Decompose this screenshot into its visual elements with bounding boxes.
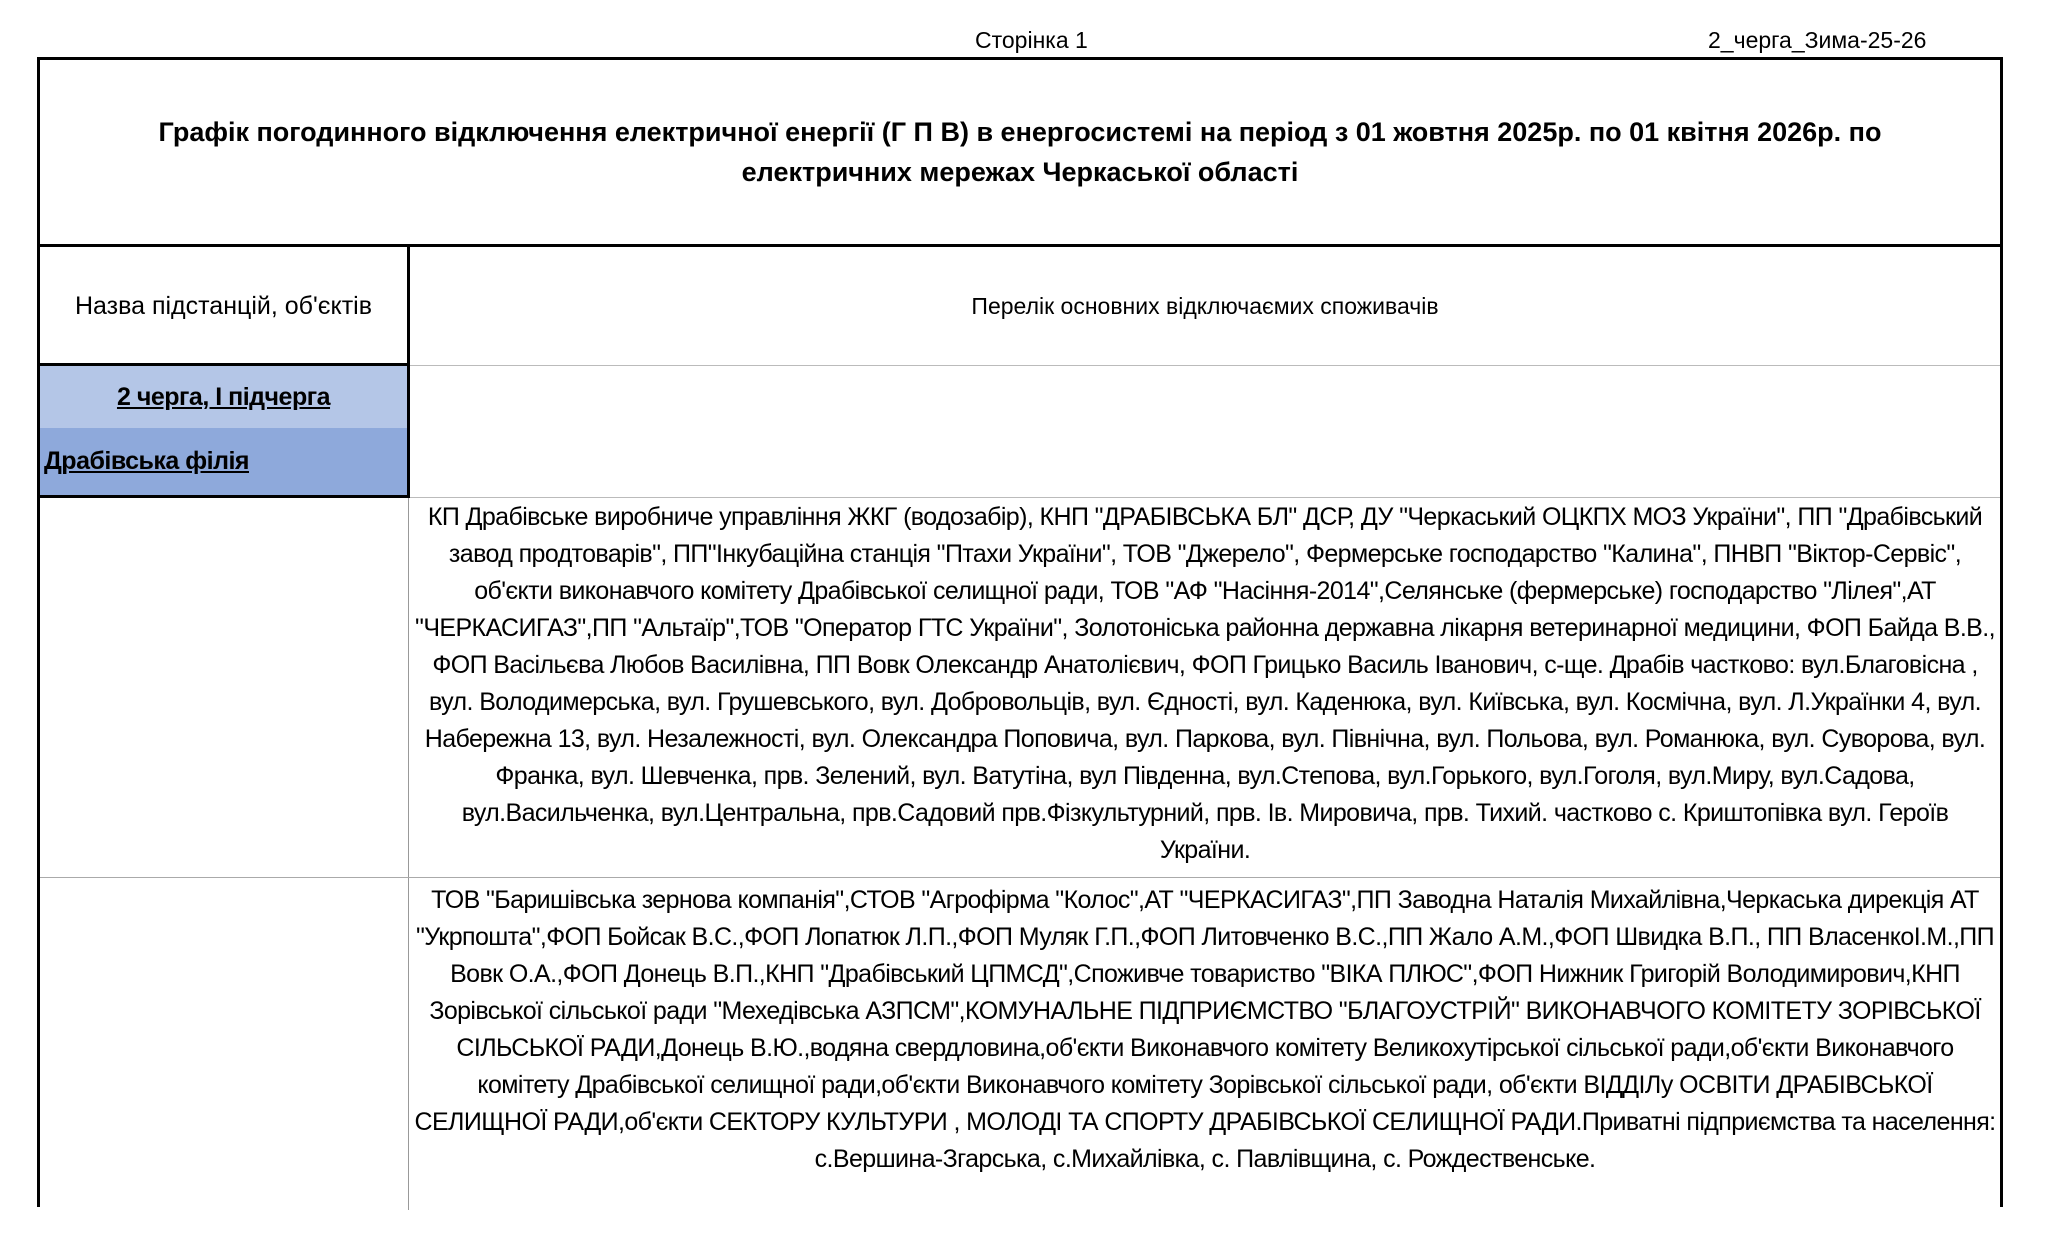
consumer-list-row-1: КП Драбівське виробниче управління ЖКГ (водозабір), КНП "ДРАБІВСЬКА БЛ" ДСР, ДУ "Черкаський ОЦКПХ МОЗ України", ПП "Драбівський завод продтоварів", ПП"Інкубаційна станція "Птахи України", ТОВ "Джерело", Фермерське господарство "Калина", ПНВП "Віктор-Сервіс", об'єкти виконавчого комітету Драбівської селищної ради, ТОВ "АФ "Насіння-2014",Селянське (фермерське) господарство "Лілея",АТ "ЧЕРКАСИГАЗ",ПП "Альтаїр",ТОВ "Оператор ГТС України", Золотоніська районна державна лікарня ветеринарної медицини, ФОП Байда В.В., ФОП Васільєва Любов Василівна, ПП Вовк Олександр Анатолієвич, ФОП Грицько Василь Іванович, с-ще. Драбів частково: вул.Благовісна , вул. Володимерська, вул. Грушевського, вул. Добровольців, вул. Єдності, вул. Каденюка, вул. Київська, вул. Космічна, вул. Л.Українки 4, вул. Набережна 13, вул. Незалежності, вул. Олександра Поповича, вул. Паркова, вул. Північна, вул. Польова, вул. Романюка, вул. Суворова, вул. Франка, вул. Шевченка, прв. Зелений, вул. Ватутіна, вул Південна, вул.Степова, вул.Горького, вул.Гоголя, вул.Миру, вул.Садова, вул.Васильченка, вул.Центральна, прв.Садовий прв.Фізкультурний, прв. Ів. Мировича, прв. Тихий. частково с. Криштопівка вул. Героїв України. <box>415 503 1995 864</box>
column-header-consumers: Перелік основних відключаємих споживачів <box>971 292 1439 319</box>
divider <box>410 365 2000 366</box>
divider <box>40 495 410 498</box>
row-divider <box>40 877 2000 878</box>
consumer-list-row-2: ТОВ "Баришівська зернова компанія",СТОВ "Агрофірма "Колос",АТ "ЧЕРКАСИГАЗ",ПП Заводна Наталія Михайлівна,Черкаська дирекція АТ "Укрпошта",ФОП Бойсак В.С.,ФОП Лопатюк Л.П.,ФОП Муляк Г.П.,ФОП Литовченко В.С.,ПП Жало А.М.,ФОП Швидка В.П., ПП ВласенкоІ.М.,ПП Вовк О.А.,ФОП Донець В.П.,КНП "Драбівський ЦПМСД",Споживче товариство "ВІКА ПЛЮС",ФОП Нижник Григорій Володимирович,КНП Зорівської сільської ради "Мехедівська АЗПСМ",КОМУНАЛЬНЕ ПІДПРИЄМСТВО "БЛАГОУСТРІЙ" ВИКОНАВЧОГО КОМІТЕТУ ЗОРІВСЬКОЇ СІЛЬСЬКОЇ РАДИ,Донець В.Ю.,водяна свердловина,об'єкти Виконавчого комітету Великохутірської сільської ради,об'єкти Виконавчого комітету Драбівської селищної ради,об'єкти Виконавчого комітету Зорівської сільської ради, об'єкти ВІДДІЛу ОСВІТИ ДРАБІВСЬКОЇ СЕЛИЩНОЇ РАДИ,об'єкти СЕКТОРУ КУЛЬТУРИ , МОЛОДІ ТА СПОРТУ ДРАБІВСЬКОЇ СЕЛИЩНОЇ РАДИ.Приватні підприємства та населення: с.Вершина-Згарська, с.Михайлівка, с. Павлівщина, с. Рождественське. <box>414 886 1996 1173</box>
page-number: Сторінка 1 <box>975 27 1088 53</box>
document-title: Графік погодинного відключення електричної енергії (Г П В) в енергосистемі на період з 01 жовтня 2025р. по 01 квітня 2026р. по електричних мережах Черкаської області <box>158 117 1882 187</box>
branch-label: Драбівська філія <box>40 428 407 495</box>
column-header-objects: Назва підстанцій, об'єктів <box>74 291 373 320</box>
divider <box>410 497 2000 498</box>
schedule-table <box>37 57 2003 1207</box>
divider <box>408 498 409 1210</box>
sheet-name: 2_черга_Зима-25-26 <box>1708 27 1927 53</box>
queue-label: 2 черга, І підчерга <box>40 366 407 428</box>
